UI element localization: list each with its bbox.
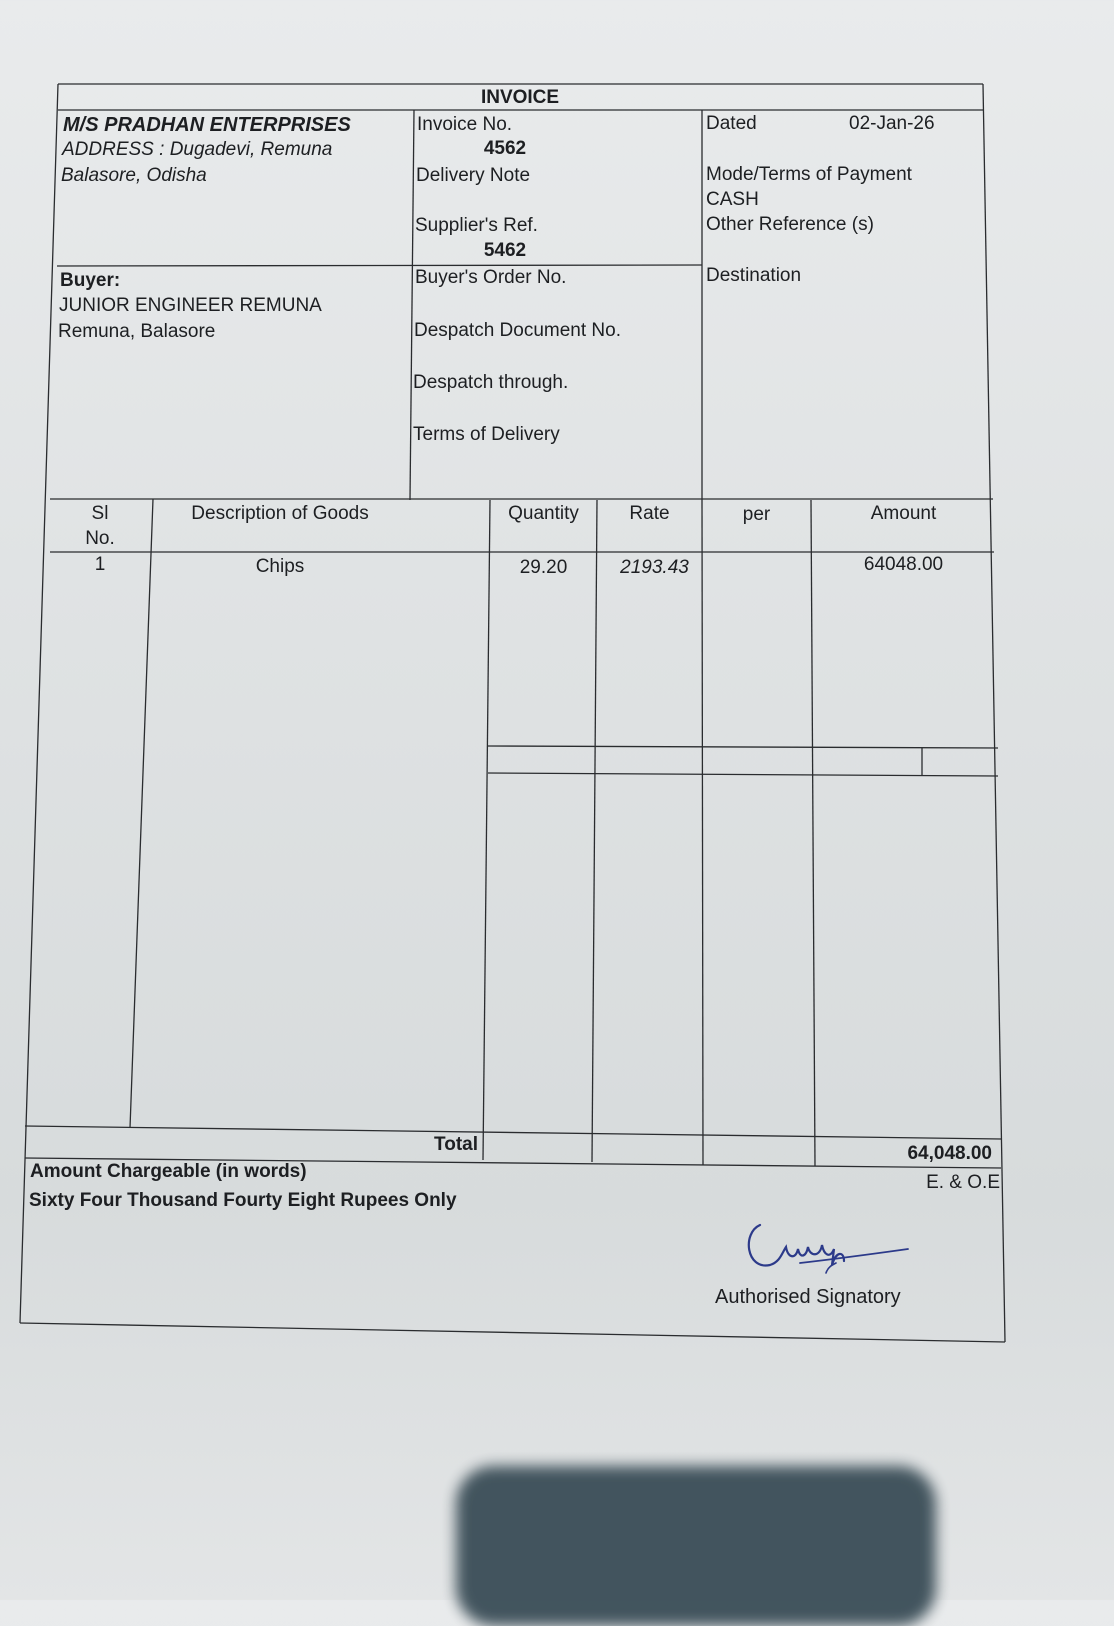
seller-address-line2: Balasore, Odisha bbox=[61, 165, 207, 186]
buyer-name: JUNIOR ENGINEER REMUNA bbox=[59, 295, 322, 316]
total-label: Total bbox=[434, 1134, 478, 1155]
authorised-signatory-label: Authorised Signatory bbox=[715, 1286, 901, 1308]
delivery-note-label: Delivery Note bbox=[416, 165, 531, 186]
suppliers-ref-label: Supplier's Ref. bbox=[415, 215, 538, 236]
col-header-sl: Sl bbox=[91, 503, 109, 524]
finger-shadow bbox=[456, 1466, 936, 1626]
row-sl: 1 bbox=[94, 554, 106, 575]
row-quantity: 29.20 bbox=[519, 557, 568, 578]
invoice-no-value: 4562 bbox=[483, 138, 527, 159]
payment-terms-value: CASH bbox=[706, 189, 759, 210]
eoe-note: E. & O.E bbox=[926, 1172, 1000, 1193]
total-amount: 64,048.00 bbox=[907, 1143, 992, 1164]
destination-label: Destination bbox=[706, 265, 802, 286]
terms-delivery-label: Terms of Delivery bbox=[413, 424, 560, 445]
despatch-doc-label: Despatch Document No. bbox=[414, 320, 621, 341]
other-reference-label: Other Reference (s) bbox=[706, 214, 874, 235]
seller-address-line1: ADDRESS : Dugadevi, Remuna bbox=[62, 139, 333, 160]
col-header-description: Description of Goods bbox=[191, 503, 369, 524]
invoice-title: INVOICE bbox=[480, 87, 560, 108]
col-header-rate: Rate bbox=[629, 503, 670, 524]
signature-scribble bbox=[740, 1215, 920, 1285]
invoice-no-label: Invoice No. bbox=[417, 114, 513, 135]
col-header-no: No. bbox=[85, 528, 115, 549]
col-header-quantity: Quantity bbox=[508, 503, 579, 524]
amount-words-value: Sixty Four Thousand Fourty Eight Rupees Only bbox=[29, 1190, 457, 1211]
amount-words-label: Amount Chargeable (in words) bbox=[30, 1161, 307, 1182]
suppliers-ref-value: 5462 bbox=[483, 240, 527, 261]
despatch-through-label: Despatch through. bbox=[413, 372, 569, 393]
buyers-order-label: Buyer's Order No. bbox=[415, 267, 567, 288]
dated-label: Dated bbox=[706, 113, 757, 134]
payment-terms-label: Mode/Terms of Payment bbox=[706, 164, 912, 185]
col-header-per: per bbox=[742, 504, 771, 525]
seller-name: M/S PRADHAN ENTERPRISES bbox=[63, 114, 351, 136]
buyer-label: Buyer: bbox=[60, 270, 121, 291]
row-amount: 64048.00 bbox=[863, 554, 944, 575]
dated-value: 02-Jan-26 bbox=[849, 113, 935, 134]
buyer-address: Remuna, Balasore bbox=[58, 321, 216, 342]
row-description: Chips bbox=[255, 556, 305, 577]
col-header-amount: Amount bbox=[870, 503, 937, 524]
row-rate: 2193.43 bbox=[620, 557, 689, 578]
